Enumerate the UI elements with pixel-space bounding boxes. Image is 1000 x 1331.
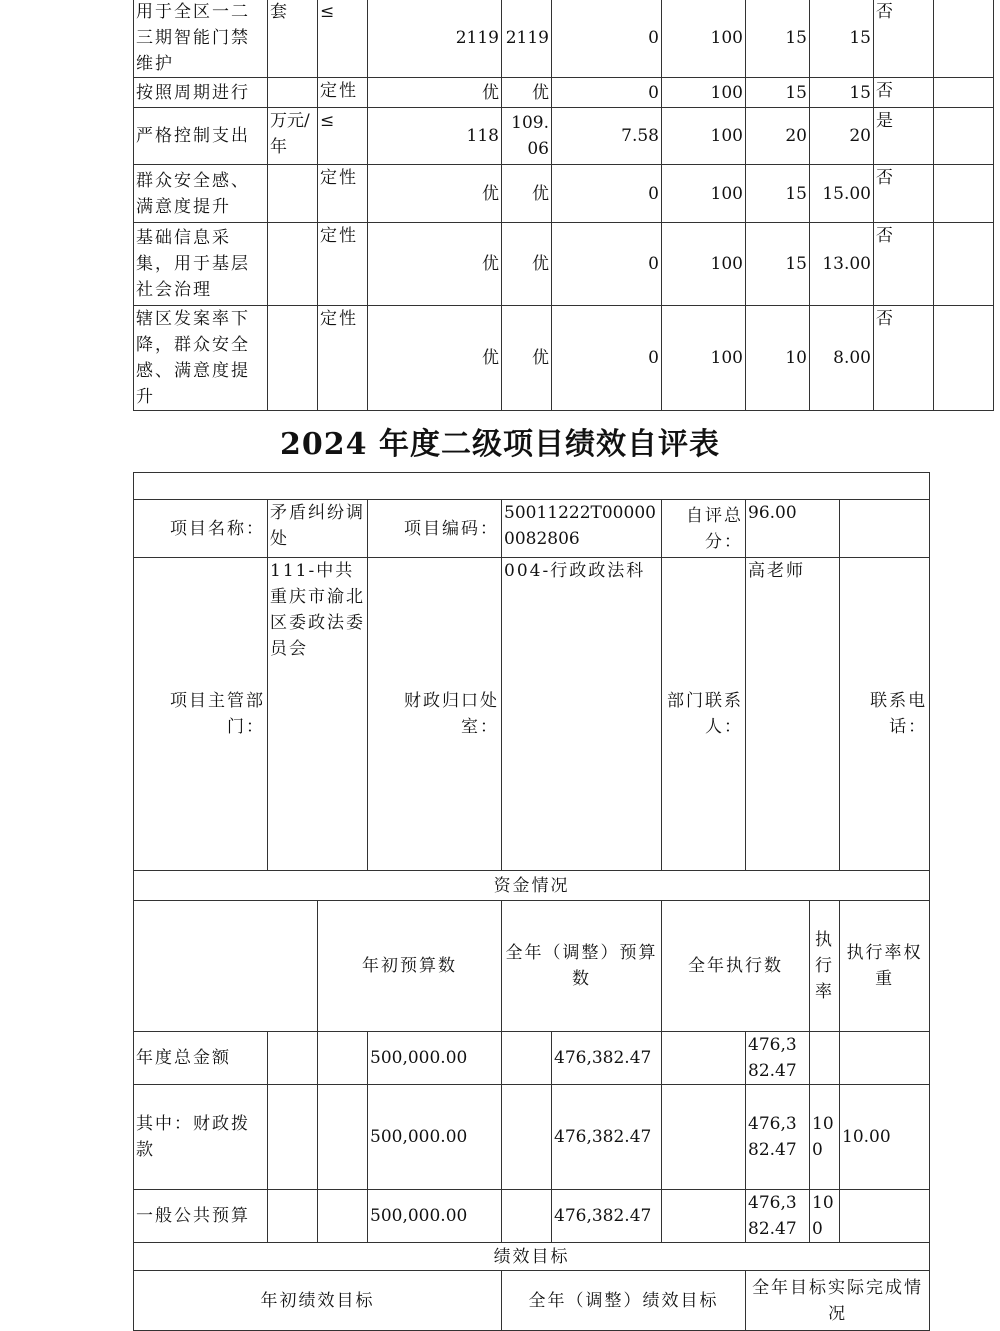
phone-label: 联系电话： [840,558,930,871]
funds-row [134,1032,930,1085]
indicator-score: 15.00 [810,165,874,223]
funds-header-row [134,901,930,1032]
indicator-score-base: 100 [662,306,746,411]
indicator-score: 13.00 [810,223,874,306]
indicator-actual: 优 [502,306,552,411]
indicator-target: 优 [368,306,502,411]
empty-cell [934,165,994,223]
executed-value: 476,382.47 [746,1085,810,1190]
indicator-row [134,108,994,165]
indicator-weight: 10 [746,306,810,411]
indicator-deviation: 0 [552,78,662,108]
indicator-name: 用于全区一二三期智能门禁维护 [134,0,268,78]
indicator-operator: 定性 [318,306,368,411]
empty-cell [268,1085,318,1190]
exec-rate-weight-header: 执行率权重 [840,901,930,1032]
indicator-flag: 否 [874,223,934,306]
indicator-target: 2119 [368,0,502,78]
project-row-1 [134,500,930,558]
funds-row [134,1190,930,1243]
indicator-flag: 是 [874,108,934,165]
empty-cell [934,306,994,411]
indicator-score-base: 100 [662,0,746,78]
indicator-unit: 套 [268,0,318,78]
finance-office-label: 财政归口处室： [368,558,502,871]
actual-goal-header: 全年目标实际完成情况 [746,1271,930,1331]
goals-section-row [134,1243,930,1271]
initial-budget-header: 年初预算数 [318,901,502,1032]
exec-rate-value [810,1032,840,1085]
dept-label: 项目主管部门： [134,558,268,871]
adjusted-budget-value: 476,382.47 [552,1085,662,1190]
indicator-score-base: 100 [662,108,746,165]
exec-rate-weight-value: 10.00 [840,1085,930,1190]
self-evaluation-table [133,472,930,1331]
indicator-score: 20 [810,108,874,165]
indicator-weight: 15 [746,0,810,78]
indicator-target: 优 [368,223,502,306]
indicator-deviation: 0 [552,223,662,306]
indicator-score: 15 [810,78,874,108]
indicator-unit [268,165,318,223]
empty-cell [318,1085,368,1190]
adjusted-goal-header: 全年（调整）绩效目标 [502,1271,746,1331]
indicator-flag: 否 [874,165,934,223]
empty-cell [318,1190,368,1243]
blank-header-row [134,473,930,500]
executed-value: 476,382.47 [746,1032,810,1085]
funds-table-body [134,1032,930,1243]
project-name-value: 矛盾纠纷调处 [268,500,368,558]
empty-cell [502,1190,552,1243]
indicator-deviation: 0 [552,306,662,411]
indicator-deviation: 0 [552,165,662,223]
project-name-label: 项目名称： [134,500,268,558]
adjusted-budget-value: 476,382.47 [552,1032,662,1085]
indicator-row [134,78,994,108]
indicator-actual: 109.06 [502,108,552,165]
exec-rate-weight-value [840,1190,930,1243]
empty-cell [934,223,994,306]
empty-cell [934,0,994,78]
indicator-score-base: 100 [662,223,746,306]
indicator-target: 优 [368,165,502,223]
initial-budget-value: 500,000.00 [368,1190,502,1243]
indicator-unit [268,306,318,411]
funds-section-row [134,871,930,901]
indicator-table-body [134,0,994,411]
exec-rate-value: 100 [810,1190,840,1243]
indicator-weight: 15 [746,78,810,108]
indicator-deviation: 0 [552,0,662,78]
indicator-table [133,0,994,411]
indicator-operator: ≤ [318,108,368,165]
indicator-unit [268,223,318,306]
indicator-name: 严格控制支出 [134,108,268,165]
indicator-flag: 否 [874,78,934,108]
initial-budget-value: 500,000.00 [368,1032,502,1085]
project-code-label: 项目编码： [368,500,502,558]
indicator-target: 优 [368,78,502,108]
adjusted-budget-header: 全年（调整）预算数 [502,901,662,1032]
empty-cell [662,1190,746,1243]
indicator-operator: 定性 [318,223,368,306]
dept-value: 111-中共重庆市渝北区委政法委员会 [268,558,368,871]
indicator-operator: 定性 [318,78,368,108]
executed-header: 全年执行数 [662,901,810,1032]
indicator-name: 辖区发案率下降，群众安全感、满意度提升 [134,306,268,411]
self-score-value: 96.00 [746,500,840,558]
empty-cell [934,108,994,165]
indicator-name: 基础信息采集，用于基层社会治理 [134,223,268,306]
indicator-flag: 否 [874,0,934,78]
indicator-score: 15 [810,0,874,78]
indicator-row [134,165,994,223]
goals-section-title: 绩效目标 [134,1243,930,1271]
indicator-actual: 2119 [502,0,552,78]
funds-row-label: 一般公共预算 [134,1190,268,1243]
empty-cell [662,1085,746,1190]
empty-cell [502,1032,552,1085]
contact-value: 高老师 [746,558,840,871]
indicator-row [134,306,994,411]
adjusted-budget-value: 476,382.47 [552,1190,662,1243]
finance-office-value: 004-行政政法科 [502,558,662,871]
indicator-actual: 优 [502,165,552,223]
indicator-target: 118 [368,108,502,165]
indicator-unit: 万元/年 [268,108,318,165]
exec-rate-weight-value [840,1032,930,1085]
project-row-2 [134,558,930,871]
exec-rate-header: 执行率 [810,901,840,1032]
indicator-weight: 15 [746,165,810,223]
empty-cell [840,500,930,558]
indicator-unit [268,78,318,108]
funds-row-label: 年度总金额 [134,1032,268,1085]
empty-cell [134,901,318,1032]
indicator-row [134,0,994,78]
indicator-operator: 定性 [318,165,368,223]
indicator-operator: ≤ [318,0,368,78]
indicator-actual: 优 [502,78,552,108]
self-score-label: 自评总分： [662,500,746,558]
goals-header-row [134,1271,930,1331]
empty-cell [662,1032,746,1085]
executed-value: 476,382.47 [746,1190,810,1243]
funds-row-label: 其中：财政拨款 [134,1085,268,1190]
indicator-actual: 优 [502,223,552,306]
indicator-weight: 15 [746,223,810,306]
indicator-row [134,223,994,306]
indicator-weight: 20 [746,108,810,165]
funds-row [134,1085,930,1190]
empty-cell [268,1032,318,1085]
indicator-score: 8.00 [810,306,874,411]
indicator-score-base: 100 [662,78,746,108]
initial-goal-header: 年初绩效目标 [134,1271,502,1331]
indicator-flag: 否 [874,306,934,411]
empty-cell [318,1032,368,1085]
blank-cell [134,473,930,500]
indicator-score-base: 100 [662,165,746,223]
empty-cell [502,1085,552,1190]
indicator-name: 群众安全感、满意度提升 [134,165,268,223]
empty-cell [268,1190,318,1243]
indicator-deviation: 7.58 [552,108,662,165]
empty-cell [934,78,994,108]
project-code-value: 50011222T000000082806 [502,500,662,558]
initial-budget-value: 500,000.00 [368,1085,502,1190]
indicator-name: 按照周期进行 [134,78,268,108]
exec-rate-value: 100 [810,1085,840,1190]
page-title: 2024 年度二级项目绩效自评表 [280,427,720,462]
funds-section-title: 资金情况 [134,871,930,901]
contact-label: 部门联系人： [662,558,746,871]
